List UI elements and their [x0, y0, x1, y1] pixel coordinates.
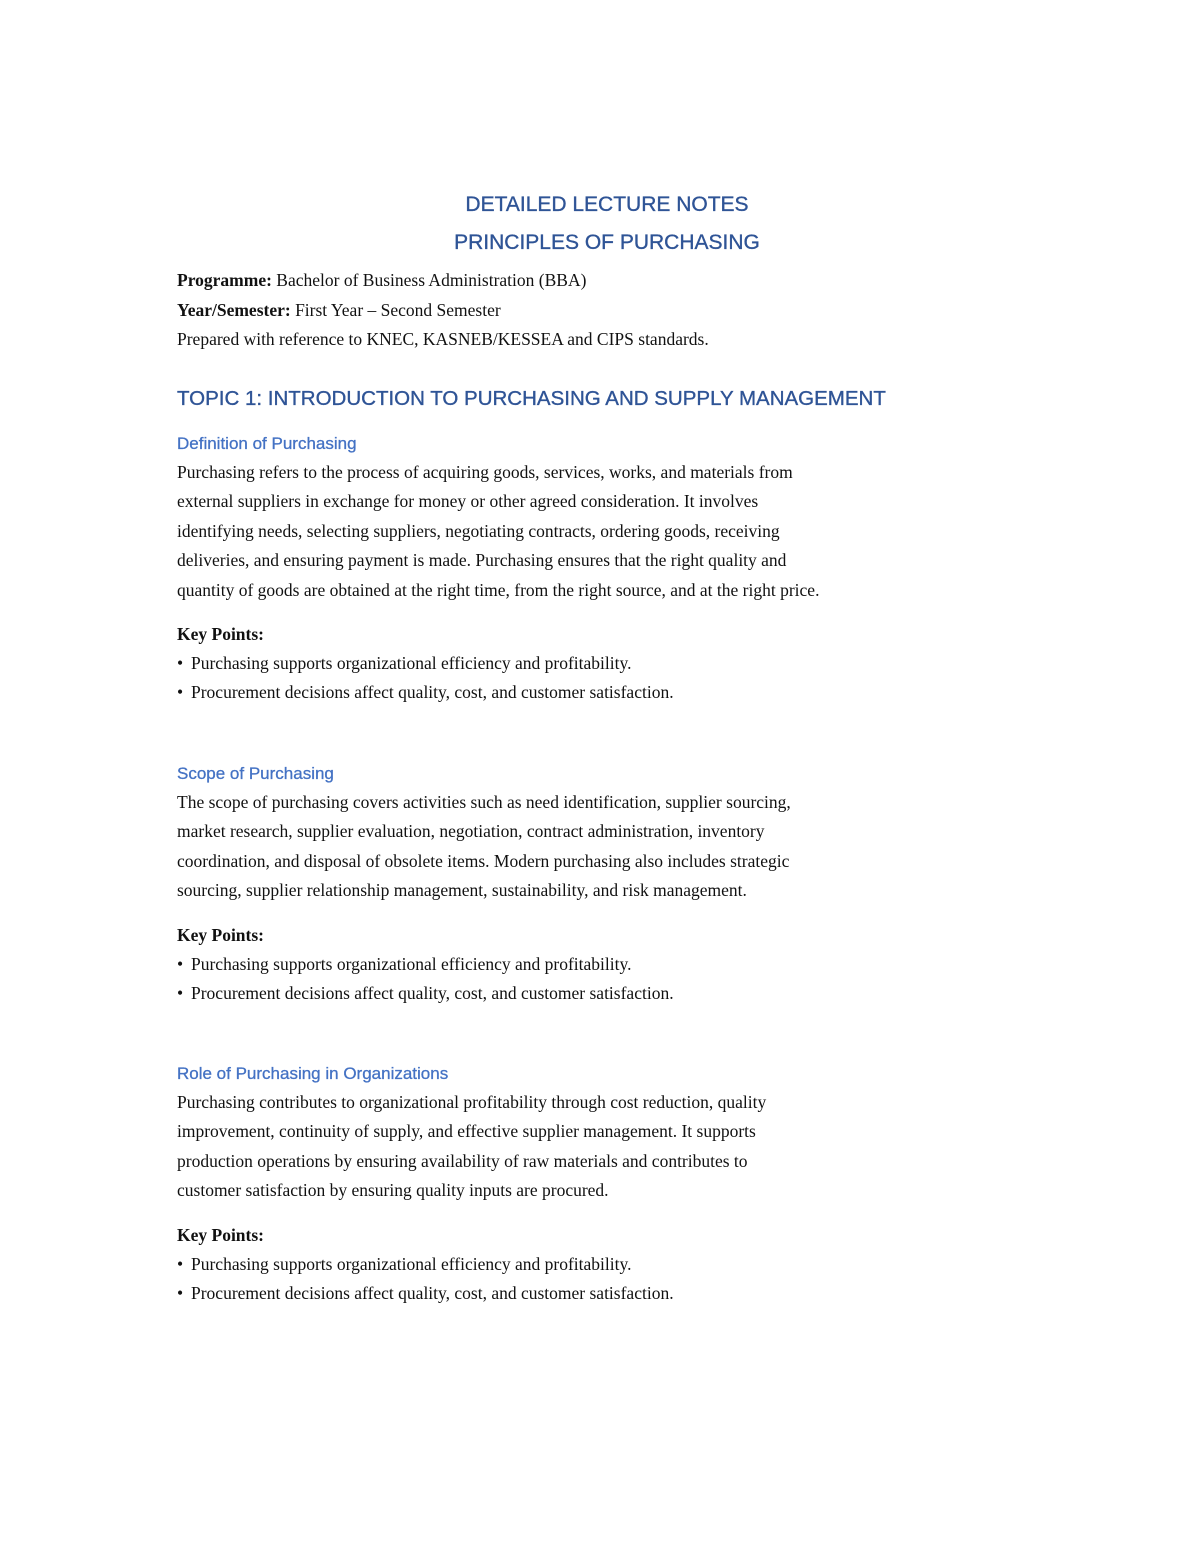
paragraph-line: quantity of goods are obtained at the right time, from the right source, and at the right price.: [177, 579, 820, 600]
key-point-text: Procurement decisions affect quality, cost, and customer satisfaction.: [191, 1282, 674, 1303]
bullet-icon: •: [177, 1282, 184, 1303]
key-point-text: Purchasing supports organizational efficiency and profitability.: [191, 953, 632, 974]
paragraph-line: improvement, continuity of supply, and effective supplier management. It supports: [177, 1121, 756, 1142]
paragraph-line: Purchasing contributes to organizational profitability through cost reduction, quality: [177, 1092, 767, 1112]
section-paragraph: [177, 1088, 1047, 1206]
key-points-list: [177, 1250, 1047, 1308]
paragraph-line: deliveries, and ensuring payment is made. Purchasing ensures that the right quality and: [177, 550, 787, 571]
document-title: DETAILED LECTURE NOTES: [465, 193, 749, 216]
topic-heading: TOPIC 1: INTRODUCTION TO PURCHASING AND SUPPLY MANAGEMENT: [177, 386, 886, 410]
semester-row: [177, 296, 1037, 326]
key-points-title: Key Points:: [177, 1224, 265, 1245]
key-points-title: Key Points:: [177, 924, 265, 945]
list-item: [177, 1279, 1047, 1308]
list-item: [177, 979, 1047, 1008]
list-item: [177, 950, 1047, 979]
bullet-icon: •: [177, 953, 184, 974]
list-item: [177, 649, 1047, 678]
paragraph-line: sourcing, supplier relationship management, sustainability, and risk management.: [177, 880, 747, 901]
document-page: [177, 186, 1037, 414]
programme-label: Programme:: [177, 270, 272, 290]
key-points-list: [177, 649, 1047, 707]
section-heading: Definition of Purchasing: [177, 434, 357, 453]
key-point-text: Purchasing supports organizational efficiency and profitability.: [191, 1253, 632, 1274]
section-paragraph: [177, 458, 1047, 605]
paragraph-line: identifying needs, selecting suppliers, negotiating contracts, ordering goods, receiving: [177, 520, 780, 541]
section-definition: [177, 430, 1047, 707]
paragraph-line: production operations by ensuring availability of raw materials and contributes to: [177, 1150, 748, 1171]
paragraph-line: external suppliers in exchange for money or other agreed consideration. It involves: [177, 491, 759, 512]
semester-label: Year/Semester:: [177, 299, 291, 320]
programme-row: [177, 266, 1037, 296]
paragraph-line: customer satisfaction by ensuring quality inputs are procured.: [177, 1180, 609, 1201]
key-points-list: [177, 950, 1047, 1008]
section-paragraph: [177, 788, 1047, 906]
bullet-icon: •: [177, 682, 184, 703]
reference-note: Prepared with reference to KNEC, KASNEB/KESSEA and CIPS standards.: [177, 329, 709, 349]
list-item: [177, 678, 1047, 707]
programme-value: Bachelor of Business Administration (BBA): [276, 270, 587, 290]
paragraph-line: coordination, and disposal of obsolete items. Modern purchasing also includes strategic: [177, 850, 790, 871]
key-point-text: Procurement decisions affect quality, cost, and customer satisfaction.: [191, 982, 674, 1003]
document-meta: [177, 266, 1037, 355]
key-points-title: Key Points:: [177, 624, 265, 645]
section-heading: Role of Purchasing in Organizations: [177, 1064, 449, 1083]
document-subtitle: PRINCIPLES OF PURCHASING: [454, 231, 760, 254]
bullet-icon: •: [177, 653, 184, 674]
paragraph-line: The scope of purchasing covers activities such as need identification, supplier sourcing,: [177, 792, 791, 812]
list-item: [177, 1250, 1047, 1279]
paragraph-line: market research, supplier evaluation, negotiation, contract administration, inventory: [177, 821, 765, 842]
key-point-text: Purchasing supports organizational efficiency and profitability.: [191, 653, 632, 674]
section-scope: [177, 760, 1047, 1008]
bullet-icon: •: [177, 982, 184, 1003]
semester-value: First Year – Second Semester: [295, 299, 501, 320]
section-heading: Scope of Purchasing: [177, 764, 334, 783]
key-point-text: Procurement decisions affect quality, cost, and customer satisfaction.: [191, 682, 674, 703]
paragraph-line: Purchasing refers to the process of acquiring goods, services, works, and materials from: [177, 462, 793, 482]
bullet-icon: •: [177, 1253, 184, 1274]
section-role: [177, 1060, 1047, 1308]
